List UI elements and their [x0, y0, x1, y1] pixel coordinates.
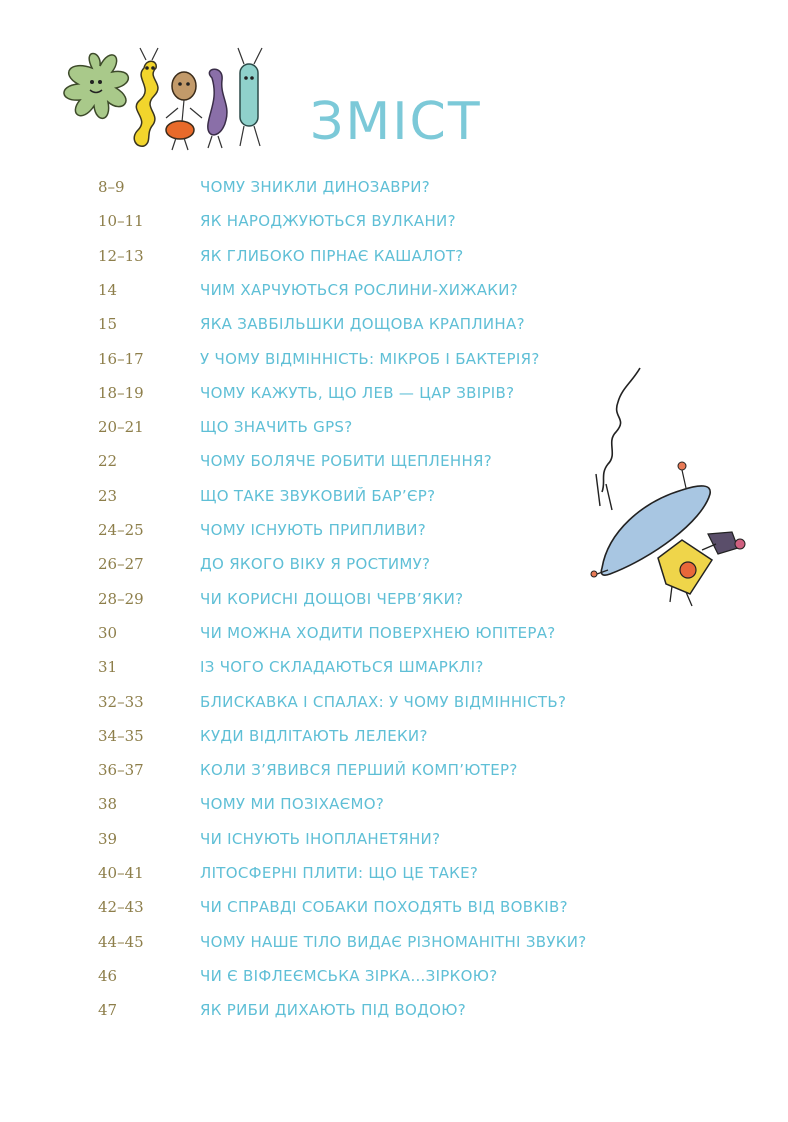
toc-question[interactable]: ЧОМУ ЗНИКЛИ ДИНОЗАВРИ? — [200, 178, 430, 196]
toc-question[interactable]: ЩО ТАКЕ ЗВУКОВИЙ БАР’ЄР? — [200, 486, 436, 505]
toc-question[interactable]: БЛИСКАВКА І СПАЛАХ: У ЧОМУ ВІДМІННІСТЬ? — [200, 692, 567, 711]
toc-page-number: 16–17 — [98, 349, 144, 368]
toc-row[interactable] — [0, 898, 788, 922]
toc-page-number: 14 — [98, 280, 118, 299]
toc-row[interactable] — [0, 761, 788, 785]
toc-row[interactable] — [0, 521, 788, 545]
purple-bean-icon — [208, 69, 227, 148]
toc-page-number: 26–27 — [98, 555, 144, 574]
toc-question[interactable]: ЧОМУ ІСНУЮТЬ ПРИПЛИВИ? — [200, 521, 427, 539]
toc-page-number: 32–33 — [98, 692, 144, 711]
yellow-worm-icon — [134, 48, 158, 146]
toc-row[interactable] — [0, 247, 788, 271]
toc-row[interactable] — [0, 384, 788, 408]
toc-page-number: 28–29 — [98, 589, 144, 608]
toc-question[interactable]: ЩО ЗНАЧИТЬ GPS? — [200, 418, 353, 437]
toc-row[interactable] — [0, 590, 788, 614]
toc-question[interactable]: ЯК ГЛИБОКО ПІРНАЄ КАШАЛОТ? — [200, 246, 464, 265]
toc-question[interactable]: КУДИ ВІДЛІТАЮТЬ ЛЕЛЕКИ? — [200, 726, 428, 745]
toc-question[interactable]: ЛІТОСФЕРНІ ПЛИТИ: ЩО ЦЕ ТАКЕ? — [200, 864, 479, 882]
toc-page-number: 8–9 — [98, 178, 125, 196]
green-microbe-icon — [64, 54, 128, 119]
toc-page-number: 30 — [98, 623, 118, 642]
toc-question[interactable]: ЯК РИБИ ДИХАЮТЬ ПІД ВОДОЮ? — [200, 1001, 467, 1020]
page-title: ЗМІСТ — [310, 92, 482, 152]
toc-page-number: 15 — [98, 315, 118, 334]
toc-page-number: 36–37 — [98, 761, 144, 780]
toc-question[interactable]: ЯКА ЗАВБІЛЬШКИ ДОЩОВА КРАПЛИНА? — [200, 315, 525, 334]
toc-row[interactable] — [0, 658, 788, 682]
teal-capsule-icon — [238, 48, 262, 146]
toc-row[interactable] — [0, 281, 788, 305]
brown-bug-icon — [166, 72, 202, 150]
toc-page-number: 18–19 — [98, 383, 144, 402]
toc-question[interactable]: ДО ЯКОГО ВІКУ Я РОСТИМУ? — [200, 555, 431, 574]
toc-row[interactable] — [0, 418, 788, 442]
toc-row[interactable] — [0, 178, 788, 202]
toc-question[interactable]: ЯК НАРОДЖУЮТЬСЯ ВУЛКАНИ? — [200, 212, 456, 231]
toc-page-number: 10–11 — [98, 212, 144, 231]
toc-row[interactable] — [0, 212, 788, 236]
toc-row[interactable] — [0, 624, 788, 648]
toc-page-number: 31 — [98, 658, 118, 677]
toc-question[interactable]: ЧИ КОРИСНІ ДОЩОВІ ЧЕРВ’ЯКИ? — [200, 589, 464, 608]
toc-row[interactable] — [0, 967, 788, 991]
toc-question[interactable]: ЧИ ІСНУЮТЬ ІНОПЛАНЕТЯНИ? — [200, 829, 441, 848]
toc-question[interactable]: ЧОМУ КАЖУТЬ, ЩО ЛЕВ — ЦАР ЗВІРІВ? — [200, 383, 515, 402]
toc-page-number: 22 — [98, 452, 118, 471]
toc-question[interactable]: ЧОМУ МИ ПОЗІХАЄМО? — [200, 795, 385, 814]
toc-question[interactable]: ЧОМУ НАШЕ ТІЛО ВИДАЄ РІЗНОМАНІТНІ ЗВУКИ? — [200, 932, 587, 951]
toc-row[interactable] — [0, 795, 788, 819]
toc-page-number: 12–13 — [98, 246, 144, 265]
toc-page-number: 47 — [98, 1001, 118, 1020]
toc-row[interactable] — [0, 487, 788, 511]
toc-row[interactable] — [0, 350, 788, 374]
toc-page-number: 38 — [98, 795, 118, 814]
toc-page-number: 42–43 — [98, 898, 144, 917]
toc-page-number: 46 — [98, 966, 118, 985]
toc-question[interactable]: ЧИМ ХАРЧУЮТЬСЯ РОСЛИНИ-ХИЖАКИ? — [200, 280, 519, 299]
toc-page-number: 34–35 — [98, 726, 144, 745]
toc-page-number: 20–21 — [98, 418, 144, 437]
toc-question[interactable]: ЧИ МОЖНА ХОДИТИ ПОВЕРХНЕЮ ЮПІТЕРА? — [200, 623, 556, 642]
toc-row[interactable] — [0, 555, 788, 579]
toc-row[interactable] — [0, 727, 788, 751]
toc-row[interactable] — [0, 315, 788, 339]
toc-page-number: 44–45 — [98, 932, 144, 951]
toc-page-number: 40–41 — [98, 864, 144, 882]
toc-question[interactable]: КОЛИ З’ЯВИВСЯ ПЕРШИЙ КОМП’ЮТЕР? — [200, 761, 518, 780]
toc-question[interactable]: ЧОМУ БОЛЯЧЕ РОБИТИ ЩЕПЛЕННЯ? — [200, 452, 493, 471]
toc-row[interactable] — [0, 693, 788, 717]
toc-question[interactable]: ІЗ ЧОГО СКЛАДАЮТЬСЯ ШМАРКЛІ? — [200, 658, 484, 677]
microbes-illustration — [52, 38, 272, 158]
toc-question[interactable]: ЧИ СПРАВДІ СОБАКИ ПОХОДЯТЬ ВІД ВОВКІВ? — [200, 898, 568, 917]
toc-question[interactable]: У ЧОМУ ВІДМІННІСТЬ: МІКРОБ І БАКТЕРІЯ? — [200, 349, 540, 368]
toc-row[interactable] — [0, 933, 788, 957]
toc-page-number: 39 — [98, 829, 118, 848]
toc-page-number: 24–25 — [98, 521, 144, 539]
toc-row[interactable] — [0, 1001, 788, 1025]
toc-row[interactable] — [0, 864, 788, 888]
toc-question[interactable]: ЧИ Є ВІФЛЕЄМСЬКА ЗІРКА…ЗІРКОЮ? — [200, 966, 498, 985]
toc-row[interactable] — [0, 830, 788, 854]
toc-row[interactable] — [0, 452, 788, 476]
toc-page-number: 23 — [98, 486, 118, 505]
